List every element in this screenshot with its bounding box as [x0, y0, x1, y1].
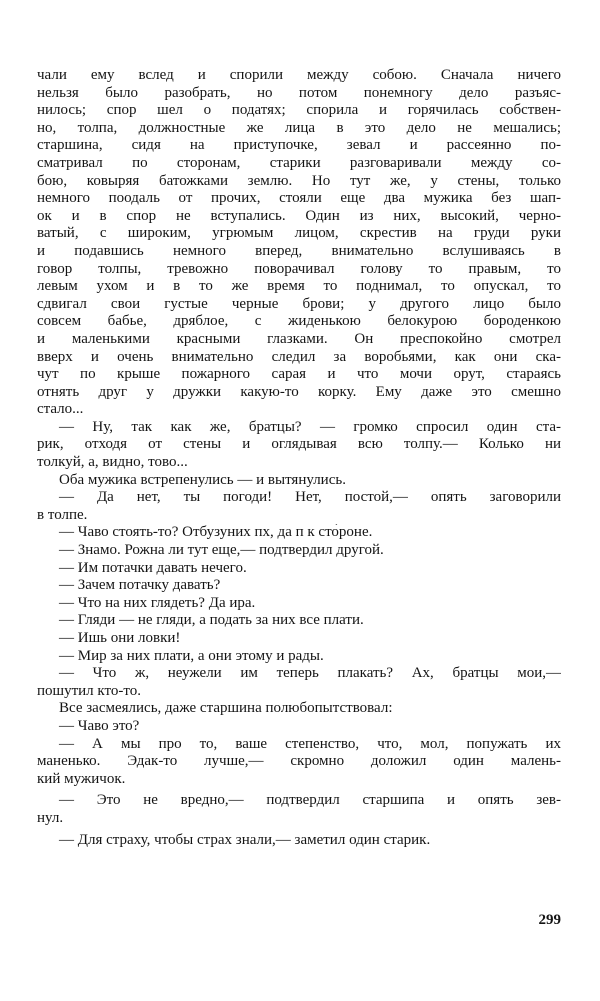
text-line: — Ишь они ловки! [59, 630, 181, 646]
text-line: отнять друг у дружки какую-то корку. Ему даже это смешно [37, 383, 561, 400]
text-line: немного поодаль от прочих, стояли еще два мужика без шап- [37, 190, 561, 207]
text-line: — Мир за них плати, а они этому и рады. [59, 647, 324, 664]
text-line: — Им потачки давать нечего. [59, 559, 247, 576]
text-line: нул. [37, 809, 64, 826]
text-line: — Чаво стоять-то? Отбузуних пх, да п к сто́роне. [59, 524, 373, 541]
text-line: старшина, сидя на приступочке, зевал и рассеянно по- [37, 137, 561, 154]
text-line: бою, ковыряя батожками землю. Но тут же, у стены, только [37, 172, 561, 189]
text-line: и подавшись немного вперед, внимательно вслушиваясь в [37, 242, 561, 259]
text-line: — Ну, так как же, братцы? — громко спросил один ста- [59, 418, 561, 435]
text-line: — Гляди — не гляди, а подать за них все плати. [59, 612, 364, 629]
text-line: — Зачем потачку давать? [59, 577, 221, 594]
text-line: говор толпы, тревожно поворачивал голову то правым, то [37, 260, 561, 277]
text-line: сматривал по сторонам, старики разговаривали между со- [37, 154, 561, 171]
text-line: сдвигал свои густые черные брови; у другого лицо было [37, 295, 561, 312]
text-line: — Да нет, ты погоди! Нет, постой,— опять заговорили [59, 489, 561, 506]
page-body [37, 67, 561, 849]
text-line: нельзя было разобрать, но потом понемногу дело разъяс- [37, 84, 561, 101]
text-line: — Что ж, неужели им теперь плакать? Ах, братцы мои,— [59, 665, 561, 682]
text-line: — Знамо. Рожна ли тут еще,— подтвердил другой. [59, 542, 384, 559]
text-line: толкуй, а, видно, тово... [37, 454, 188, 471]
text-line: ватый, с широким, угрюмым лицом, скрестив на груди руки [37, 225, 561, 242]
text-line: маненько. Эдак-то лучше,— скромно доложил один малень- [37, 753, 561, 770]
text-line: но, толпа, должностные же лица в это дело не мешались; [37, 119, 561, 136]
text-line: в толпе. [37, 506, 88, 523]
text-line: Все засмеялись, даже старшина полюбопытствовал: [59, 700, 393, 717]
text-line: чут по крыше пожарного сарая и что мочи орут, стараясь [37, 366, 561, 383]
text-line: — Что на них глядеть? Да ира. [59, 594, 256, 611]
text-line: нилось; спор шел о податях; спорила и горячилась собствен- [37, 102, 561, 119]
text-line: стало... [37, 401, 84, 418]
text-line: — Чаво это? [59, 717, 140, 734]
text-line: совсем бабье, дряблое, с жиденькою белокурою бороденкою [37, 313, 561, 330]
text-line: пошутил кто-то. [37, 682, 141, 699]
text-line: ок и в спор не вступались. Один из них, высокий, черно- [37, 207, 561, 224]
text-line: вверх и очень внимательно следил за воробьями, как они ска- [37, 348, 561, 365]
text-line: и маленькими красными глазками. Он преспокойно смотрел [37, 330, 561, 347]
text-line: — Для страху, чтобы страх знали,— заметил один старик. [59, 831, 431, 848]
text-line: левым ухом и в то же время то поднимал, то опускал, то [37, 278, 561, 295]
text-line: рик, отходя от стены и оглядывая всю толпу.— Колько ни [37, 436, 561, 453]
text-line: чали ему вслед и спорили между собою. Сначала ничего [37, 67, 561, 83]
text-line: кий мужичок. [37, 770, 126, 787]
text-line: — Это не вредно,— подтвердил старшипа и опять зев- [59, 792, 561, 809]
text-line: — А мы про то, ваше степенство, что, мол, попужать их [59, 735, 561, 752]
text-line: Оба мужика встрепенулись — и вытянулись. [59, 471, 346, 488]
page-number: 299 [538, 912, 561, 928]
